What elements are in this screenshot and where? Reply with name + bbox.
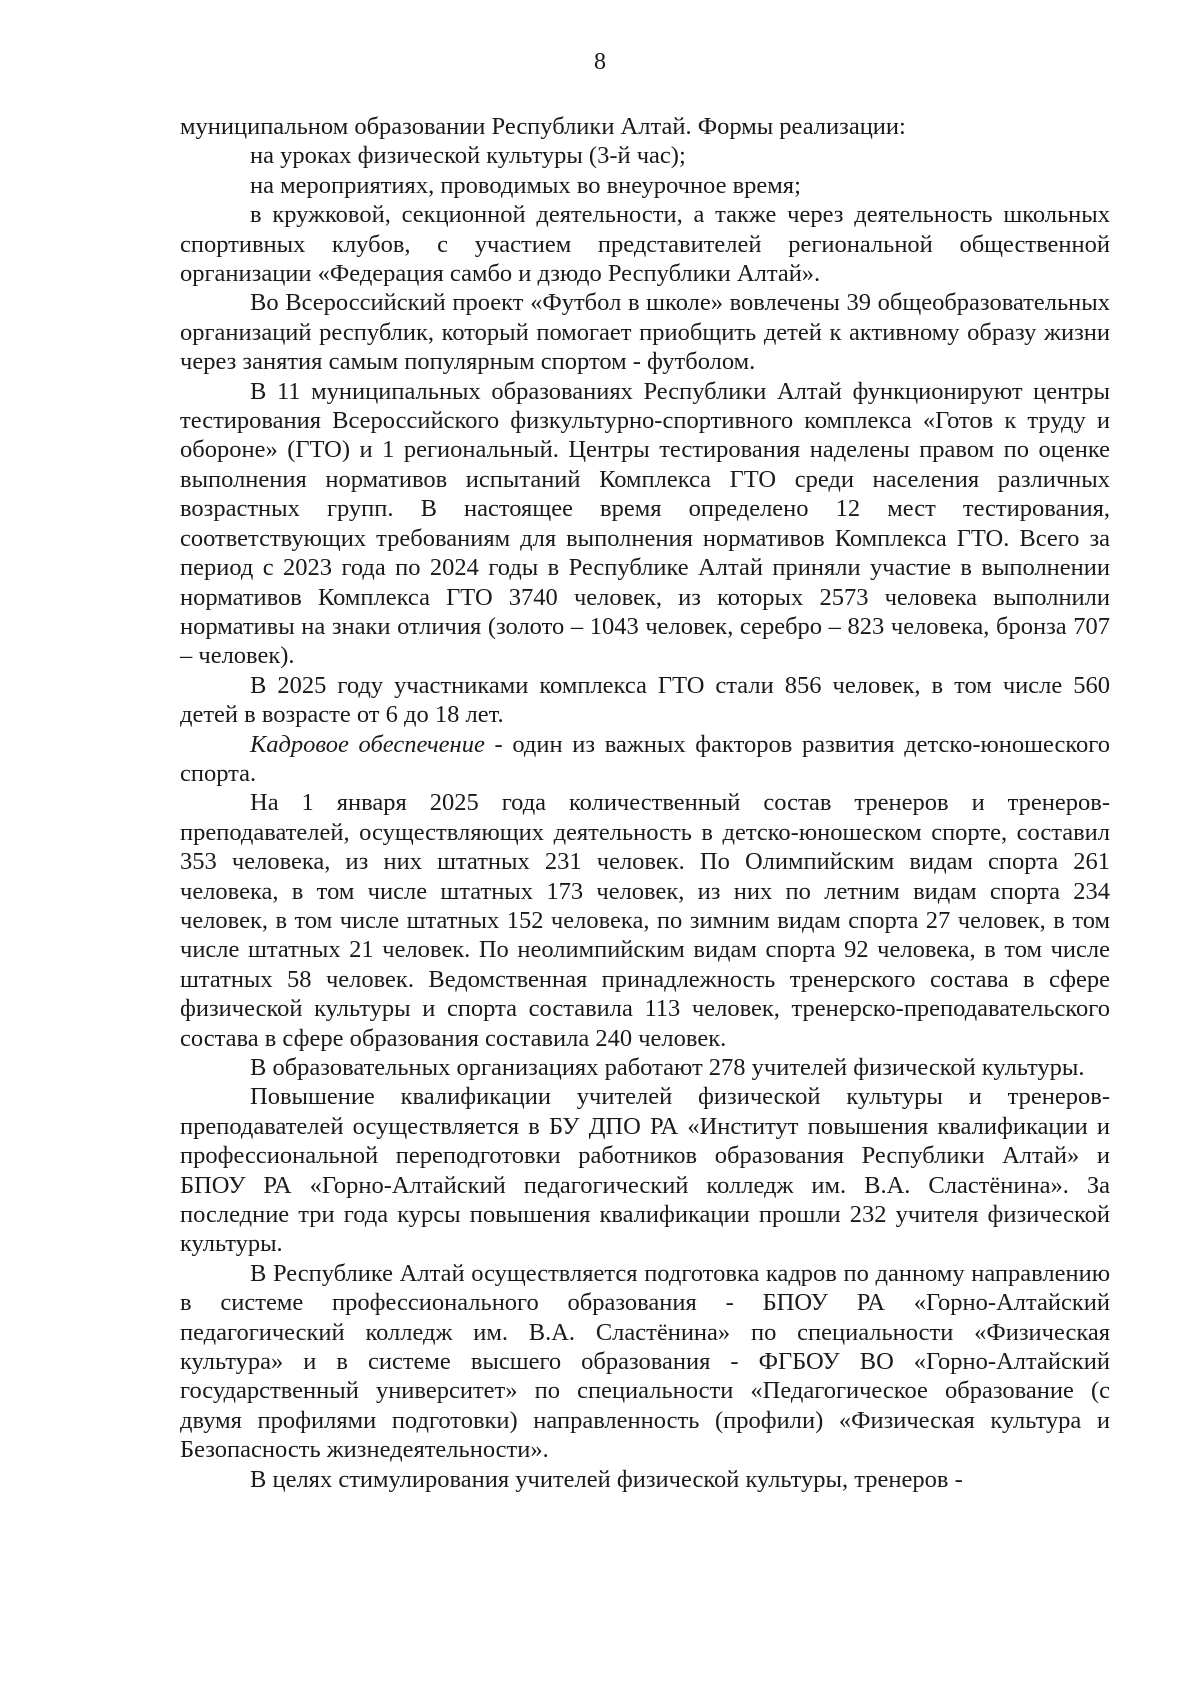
- staffing-heading-italic: Кадровое обеспечение: [250, 730, 485, 758]
- paragraph-qualification: Повышение квалификации учителей физической культуры и тренеров-преподавателей осуществляется в БУ ДПО РА «Институт повышения квалификации и профессиональной переподготовки работников образования Республики Алтай» и БПОУ РА «Горно-Алтайский педагогический колледж им. В.А. Сластёнина». За последние три года курсы повышения квалификации прошли 232 учителя физической культуры.: [180, 1083, 1110, 1258]
- paragraph-gto-centers: В 11 муниципальных образованиях Республики Алтай функционируют центры тестирования Всероссийского физкультурно-спортивного комплекса «Готов к труду и обороне» (ГТО) и 1 региональный. Центры тестирования наделены правом по оценке выполнения нормативов испытаний Комплекса ГТО среди населения различных возрастных групп. В настоящее время определено 12 мест тестирования, соответствующих требованиям для выполнения нормативов Комплекса ГТО. Всего за период с 2023 года по 2024 годы в Республике Алтай приняли участие в выполнении нормативов Комплекса ГТО 3740 человек, из которых 2573 человека выполнили нормативы на знаки отличия (золото – 1043 человек, серебро – 823 человека, бронза 707 – человек).: [180, 377, 1110, 670]
- paragraph-staffing: [180, 730, 1110, 789]
- paragraph-pe-teachers: В образовательных организациях работают 278 учителей физической культуры.: [250, 1054, 1085, 1081]
- document-body: [180, 112, 1110, 1494]
- list-item-events: на мероприятиях, проводимых во внеурочное время;: [250, 171, 801, 199]
- paragraph-incentives: В целях стимулирования учителей физической культуры, тренеров -: [250, 1465, 963, 1493]
- paragraph-training: В Республике Алтай осуществляется подготовка кадров по данному направлению в системе профессионального образования - БПОУ РА «Горно-Алтайский педагогический колледж им. В.А. Сластёнина» по специальности «Физическая культура» и в системе высшего образования - ФГБОУ ВО «Горно-Алтайский государственный университет» по специальности «Педагогическое образование (с двумя профилями подготовки) направленность (профили) «Физическая культура и Безопасность жизнедеятельности».: [180, 1259, 1110, 1464]
- paragraph-continuation: муниципальном образовании Республики Алтай. Формы реализации:: [180, 113, 906, 140]
- list-item-lessons: на уроках физической культуры (3-й час);: [250, 142, 686, 170]
- list-item-clubs: в кружковой, секционной деятельности, а также через деятельность школьных спортивных клубов, с участием представителей региональной общественной организации «Федерация самбо и дзюдо Республики Алтай».: [180, 201, 1110, 288]
- paragraph-gto-2025: В 2025 году участниками комплекса ГТО стали 856 человек, в том числе 560 детей в возрасте от 6 до 18 лет.: [180, 671, 1110, 729]
- staffing-text: - один из важных факторов развития детско-юношеского спорта.: [180, 730, 1110, 787]
- page-number: 8: [594, 49, 606, 75]
- paragraph-coaches-count: На 1 января 2025 года количественный состав тренеров и тренеров-преподавателей, осуществляющих деятельность в детско-юношеском спорте, составил 353 человека, из них штатных 231 человек. По Олимпийским видам спорта 261 человека, в том числе штатных 173 человек, из них по летним видам спорта 234 человек, в том числе штатных 152 человека, по зимним видам спорта 27 человек, в том числе штатных 21 человек. По неолимпийским видам спорта 92 человека, в том числе штатных 58 человек. Ведомственная принадлежность тренерского состава в сфере физической культуры и спорта составила 113 человек, тренерско-преподавательского состава в сфере образования составила 240 человек.: [180, 789, 1110, 1052]
- paragraph-football-project: Во Всероссийский проект «Футбол в школе» вовлечены 39 общеобразовательных организаций республик, который помогает приобщить детей к активному образу жизни через занятия самым популярным спортом - футболом.: [180, 289, 1110, 376]
